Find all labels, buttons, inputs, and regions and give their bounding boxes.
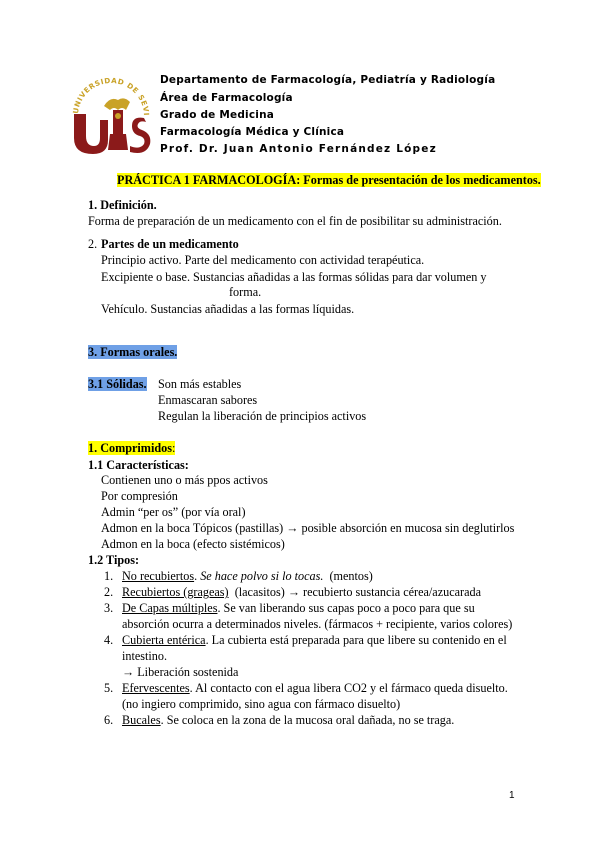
section-3-heading-text: 3. Formas orales.: [88, 345, 178, 359]
solid-property: Enmascaran sabores: [158, 393, 258, 407]
tipo-item: Cubierta entérica. La cubierta está preparada para que libere su contenido en el: [122, 633, 507, 647]
caracteristica-item: Admon en la boca (efecto sistémicos): [101, 537, 285, 551]
section-1-heading: 1. Definición.: [88, 198, 157, 212]
tipo-item: De Capas múltiples. Se van liberando sus capas poco a poco para que su: [122, 601, 475, 615]
section-2-line: Vehículo. Sustancias añadidas a las formas líquidas.: [101, 302, 355, 316]
page-title-text: PRÁCTICA 1 FARMACOLOGÍA: Formas de presentación de los medicamentos.: [117, 173, 541, 187]
tipo-number: 1.: [104, 569, 114, 583]
department-name: Departamento de Farmacología, Pediatría y Radiología: [160, 74, 496, 86]
solid-property: Regulan la liberación de principios activos: [158, 409, 367, 423]
section-1-text: Forma de preparación de un medicamento con el fin de posibilitar su administración.: [88, 214, 502, 228]
caracteristicas-heading: 1.1 Características:: [88, 458, 189, 472]
solid-property: Son más estables: [158, 377, 242, 391]
tipo-number: 4.: [104, 633, 114, 647]
caracteristica-item: Por compresión: [101, 489, 178, 503]
professor-name: Prof. Dr. Juan Antonio Fernández López: [160, 143, 437, 155]
tipos-heading: 1.2 Tipos:: [88, 553, 140, 567]
caracteristica-item: Admon en la boca Tópicos (pastillas) → posible absorción en mucosa sin deglutirlos: [101, 521, 515, 535]
university-seal-icon: [66, 66, 156, 156]
tipo-number: 2.: [104, 585, 114, 599]
degree-name: Grado de Medicina: [160, 109, 275, 121]
section-2-line: forma.: [229, 285, 262, 299]
tipo-number: 6.: [104, 713, 114, 727]
tipo-item: No recubiertos. Se hace polvo si lo tocas. (mentos): [122, 569, 373, 583]
tipo-continuation: (no ingiero comprimido, sino agua con fármaco disuelto): [122, 697, 401, 711]
section-31-heading-text: 3.1 Sólidas.: [88, 377, 147, 391]
tipo-item: Recubiertos (grageas) (lacasitos) → recubierto sustancia cérea/azucarada: [122, 585, 482, 599]
section-2-heading: Partes de un medicamento: [101, 237, 239, 251]
tipo-continuation: absorción ocurra a determinados niveles. (fármacos + recipiente, varios colores): [122, 617, 513, 631]
page-title: [117, 173, 541, 188]
tipo-continuation: → Liberación sostenida: [122, 665, 239, 679]
section-2-line: Principio activo. Parte del medicamento con actividad terapéutica.: [101, 253, 425, 267]
tipo-item: Bucales. Se coloca en la zona de la mucosa oral dañada, no se traga.: [122, 713, 455, 727]
section-2-number: 2.: [88, 237, 98, 251]
section-31-heading: [88, 377, 147, 392]
caracteristica-item: Admin “per os” (por vía oral): [101, 505, 246, 519]
comprimidos-heading: 1. Comprimidos:: [88, 441, 176, 455]
section-2-line: Excipiente o base. Sustancias añadidas a las formas sólidas para dar volumen y: [101, 270, 487, 284]
tipo-item: Efervescentes. Al contacto con el agua libera CO2 y el fármaco queda disuelto.: [122, 681, 508, 695]
course-name: Farmacología Médica y Clínica: [160, 126, 345, 138]
area-name: Área de Farmacología: [160, 92, 293, 104]
comprimidos-heading-text: 1. Comprimidos: [88, 441, 172, 455]
tipo-number: 3.: [104, 601, 114, 615]
svg-text:UNIVERSIDAD DE SEVILLA: UNIVERSIDAD DE SEVI: [70, 75, 152, 117]
university-logo: [66, 66, 156, 156]
tipo-number: 5.: [104, 681, 114, 695]
page-number: 1: [509, 790, 515, 801]
caracteristica-item: Contienen uno o más ppos activos: [101, 473, 268, 487]
tipo-continuation: intestino.: [122, 649, 168, 663]
section-3-heading: [88, 345, 177, 360]
